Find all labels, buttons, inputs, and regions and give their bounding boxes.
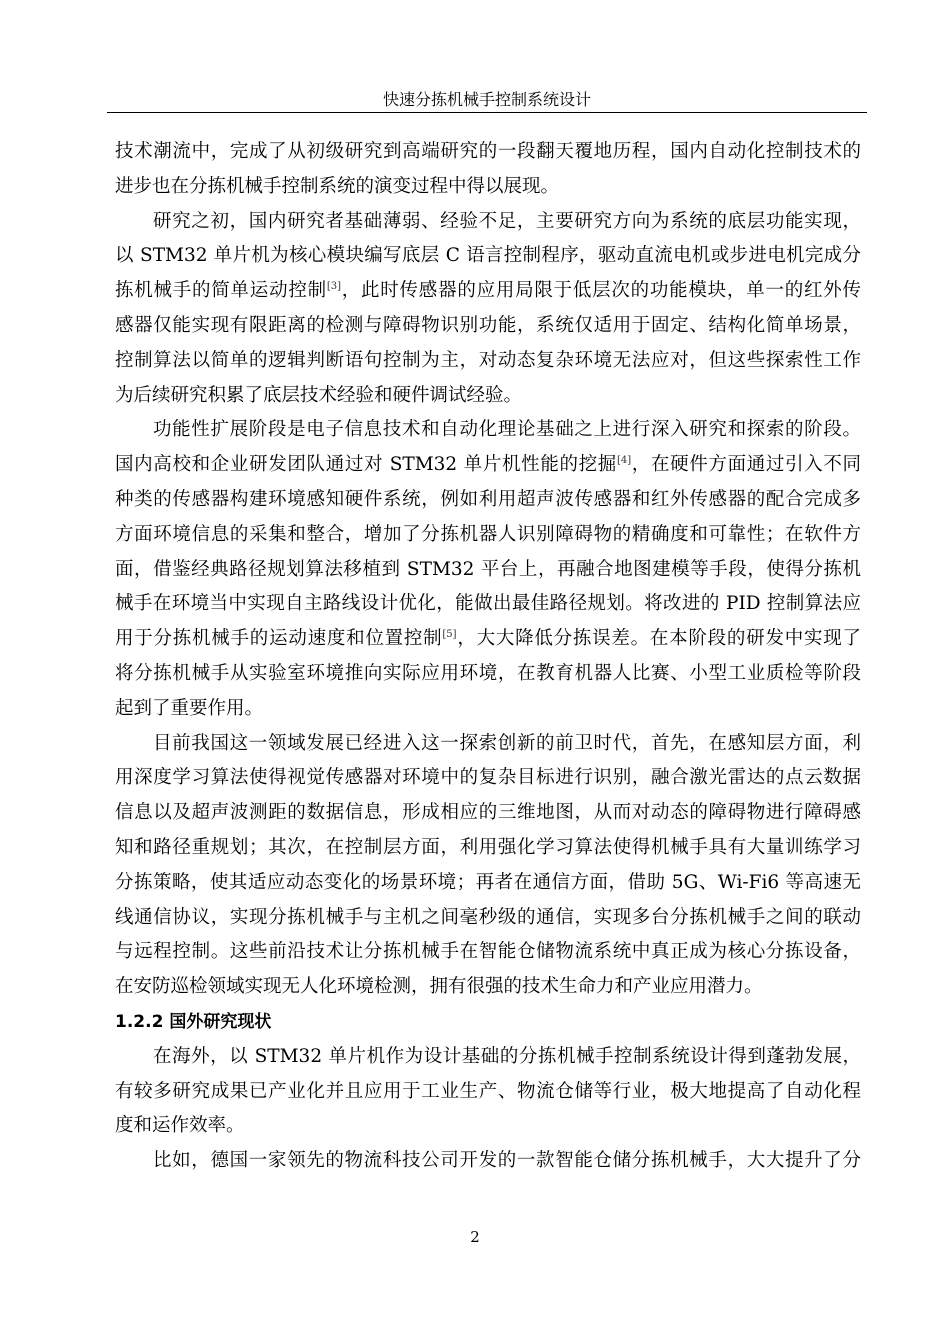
text-line <box>115 379 861 414</box>
text-line <box>115 866 861 901</box>
text-line <box>115 692 861 727</box>
line-text: 方面环境信息的采集和整合，增加了分拣机器人识别障碍物的精确度和可靠性；在软件方 <box>115 523 861 545</box>
text-line <box>115 970 861 1005</box>
text-line <box>115 448 861 483</box>
text-line <box>115 309 861 344</box>
line-text: 1.2.2 国外研究现状 <box>115 1011 272 1032</box>
line-text: 进步也在分拣机械手控制系统的演变过程中得以展现。 <box>115 175 560 197</box>
line-text: 功能性扩展阶段是电子信息技术和自动化理论基础之上进行深入研究和探索的阶段。 <box>153 419 861 441</box>
text-line <box>115 796 861 831</box>
page-number: 2 <box>470 1228 480 1246</box>
line-text: 将分拣机械手从实验室环境推向实际应用环境，在教育机器人比赛、小型工业质检等阶段 <box>115 662 861 684</box>
line-text: 技术潮流中，完成了从初级研究到高端研究的一段翻天覆地历程，国内自动化控制技术的 <box>115 141 861 162</box>
line-text: 在海外，以 STM32 单片机作为设计基础的分拣机械手控制系统设计得到蓬勃发展， <box>153 1045 861 1067</box>
line-text: 有较多研究成果已产业化并且应用于工业生产、物流仓储等行业，极大地提高了自动化程 <box>115 1080 861 1102</box>
line-text: 度和运作效率。 <box>115 1115 245 1137</box>
text-line <box>115 1144 861 1179</box>
line-text: 国内高校和企业研发团队通过对 STM32 单片机性能的挖掘 <box>115 454 617 476</box>
text-line <box>115 483 861 518</box>
line-text: ，大大降低分拣误差。在本阶段的研发中实现了 <box>456 628 861 650</box>
header-rule <box>107 112 867 113</box>
citation-ref[interactable]: [5] <box>442 629 457 640</box>
citation-ref[interactable]: [3] <box>326 281 342 293</box>
line-text: 感器仅能实现有限距离的检测与障碍物识别功能，系统仅适用于固定、结构化简单场景， <box>115 314 861 336</box>
line-text: 种类的传感器构建环境感知硬件系统，例如利用超声波传感器和红外传感器的配合完成多 <box>115 488 861 510</box>
line-text: 面，借鉴经典路径规划算法移植到 STM32 平台上，再融合地图建模等手段，使得分拣机 <box>115 558 861 580</box>
text-line <box>115 727 861 762</box>
line-text: 线通信协议，实现分拣机械手与主机之间毫秒级的通信，实现多台分拣机械手之间的联动 <box>115 906 861 928</box>
text-line <box>115 413 861 448</box>
line-text: 信息以及超声波测距的数据信息，形成相应的三维地图，从而对动态的障碍物进行障碍感 <box>115 802 861 824</box>
line-text: 比如，德国一家领先的物流科技公司开发的一款智能仓储分拣机械手，大大提升了分 <box>153 1150 861 1172</box>
line-text: 用深度学习算法使得视觉传感器对环境中的复杂目标进行识别，融合激光雷达的点云数据 <box>115 767 861 789</box>
line-text: 与远程控制。这些前沿技术让分拣机械手在智能仓储物流系统中真正成为核心分拣设备， <box>115 941 861 963</box>
text-line <box>115 761 861 796</box>
text-line <box>115 205 861 240</box>
text-line <box>115 274 861 309</box>
text-line <box>115 831 861 866</box>
line-text: 目前我国这一领域发展已经进入这一探索创新的前卫时代，首先，在感知层方面，利 <box>153 732 861 754</box>
text-line <box>115 901 861 936</box>
text-line <box>115 622 861 657</box>
line-text: 知和路径重规划；其次，在控制层方面，利用强化学习算法使得机械手具有大量训练学习 <box>115 836 861 858</box>
line-text: ，此时传感器的应用局限于低层次的功能模块，单一的红外传 <box>341 280 861 302</box>
line-text: 研究之初，国内研究者基础薄弱、经验不足，主要研究方向为系统的底层功能实现， <box>153 210 861 232</box>
line-text: 在安防巡检领域实现无人化环境检测，拥有很强的技术生命力和产业应用潜力。 <box>115 976 763 998</box>
document-body <box>115 135 861 1179</box>
text-line <box>115 935 861 970</box>
running-header: 快速分拣机械手控制系统设计 <box>382 90 591 109</box>
line-text: 拣机械手的简单运动控制 <box>115 280 327 302</box>
line-text: 用于分拣机械手的运动速度和位置控制 <box>115 628 443 650</box>
line-text: 分拣策略，使其适应动态变化的场景环境；再者在通信方面，借助 5G、Wi-Fi6 等高速无 <box>115 871 861 893</box>
line-text: 械手在环境当中实现自主路线设计优化，能做出最佳路径规划。将改进的 PID 控制算法应 <box>115 593 861 615</box>
line-text: 以 STM32 单片机为核心模块编写底层 C 语言控制程序，驱动直流电机或步进电机完成分 <box>115 245 861 267</box>
line-text: ，在硬件方面通过引入不同 <box>631 454 861 476</box>
text-line <box>115 518 861 553</box>
line-text: 起到了重要作用。 <box>115 697 264 719</box>
line-text: 控制算法以简单的逻辑判断语句控制为主，对动态复杂环境无法应对，但这些探索性工作 <box>115 349 861 371</box>
citation-ref[interactable]: [4] <box>616 455 632 467</box>
line-text: 为后续研究积累了底层技术经验和硬件调试经验。 <box>115 384 523 406</box>
text-line <box>115 553 861 588</box>
text-line <box>115 135 861 170</box>
text-line <box>115 657 861 692</box>
text-line <box>115 1040 861 1075</box>
section-heading <box>115 1005 861 1040</box>
text-line <box>115 170 861 205</box>
text-line <box>115 1109 861 1144</box>
text-line <box>115 239 861 274</box>
text-line <box>115 344 861 379</box>
text-line <box>115 1075 861 1110</box>
text-line <box>115 587 861 622</box>
